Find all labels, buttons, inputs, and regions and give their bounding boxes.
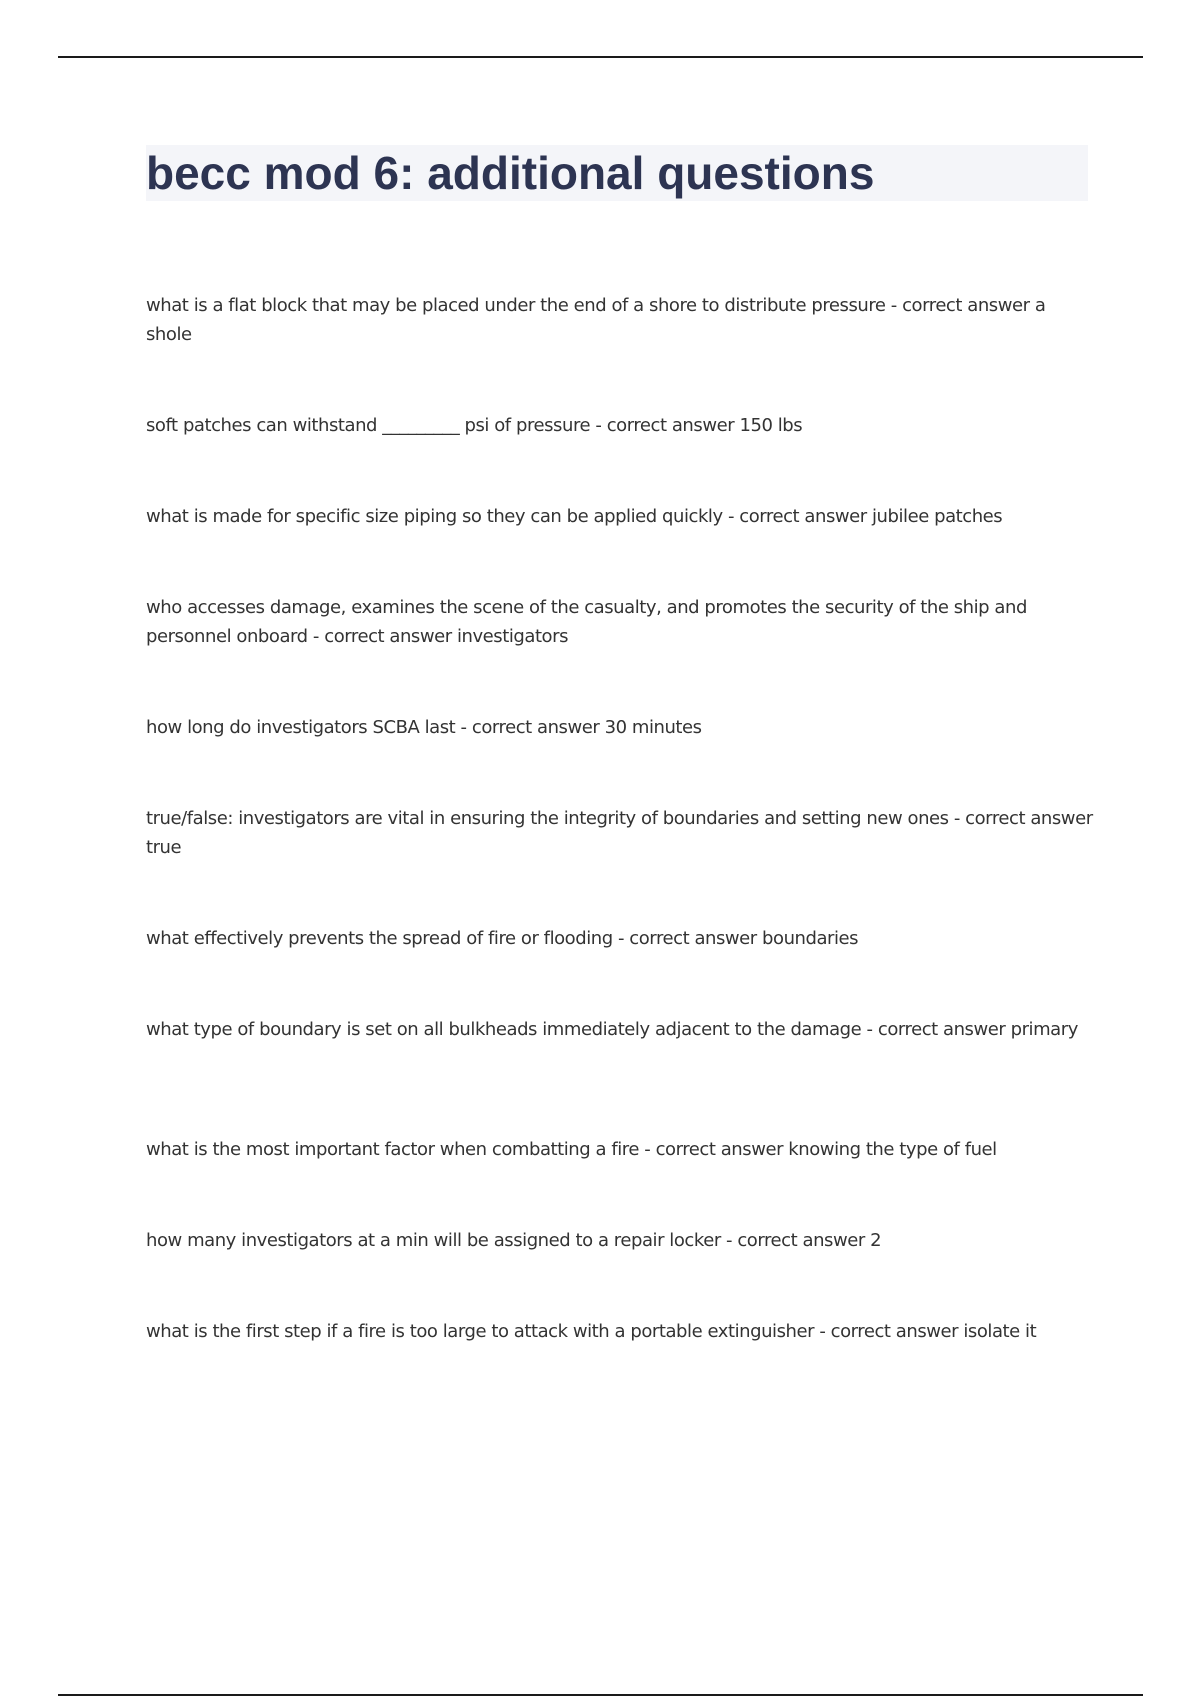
qa-item-9: what is the most important factor when combatting a fire - correct answer knowing the type of fuel (146, 1139, 997, 1160)
qa-item-11: what is the first step if a fire is too large to attack with a portable extinguisher - correct answer isolate it (146, 1321, 1037, 1342)
qa-item-1: what is a flat block that may be placed under the end of a shore to distribute pressure - correct answer a shole (146, 295, 1046, 345)
qa-item-4: who accesses damage, examines the scene of the casualty, and promotes the security of the ship and personnel onboard - correct answer investigators (146, 597, 1027, 647)
bottom-rule (58, 1694, 1143, 1696)
qa-item-3: what is made for specific size piping so they can be applied quickly - correct answer jubilee patches (146, 506, 1003, 527)
qa-item-8: what type of boundary is set on all bulkheads immediately adjacent to the damage - correct answer primary (146, 1019, 1078, 1040)
top-rule (58, 56, 1143, 58)
qa-item-5: how long do investigators SCBA last - correct answer 30 minutes (146, 717, 702, 738)
qa-item-10: how many investigators at a min will be assigned to a repair locker - correct answer 2 (146, 1230, 882, 1251)
qa-item-7: what effectively prevents the spread of fire or flooding - correct answer boundaries (146, 928, 859, 949)
document-title: becc mod 6: additional questions (146, 147, 875, 199)
qa-item-2: soft patches can withstand _________ psi of pressure - correct answer 150 lbs (146, 415, 803, 436)
qa-item-6: true/false: investigators are vital in ensuring the integrity of boundaries and setting new ones - correct answer true (146, 808, 1093, 858)
